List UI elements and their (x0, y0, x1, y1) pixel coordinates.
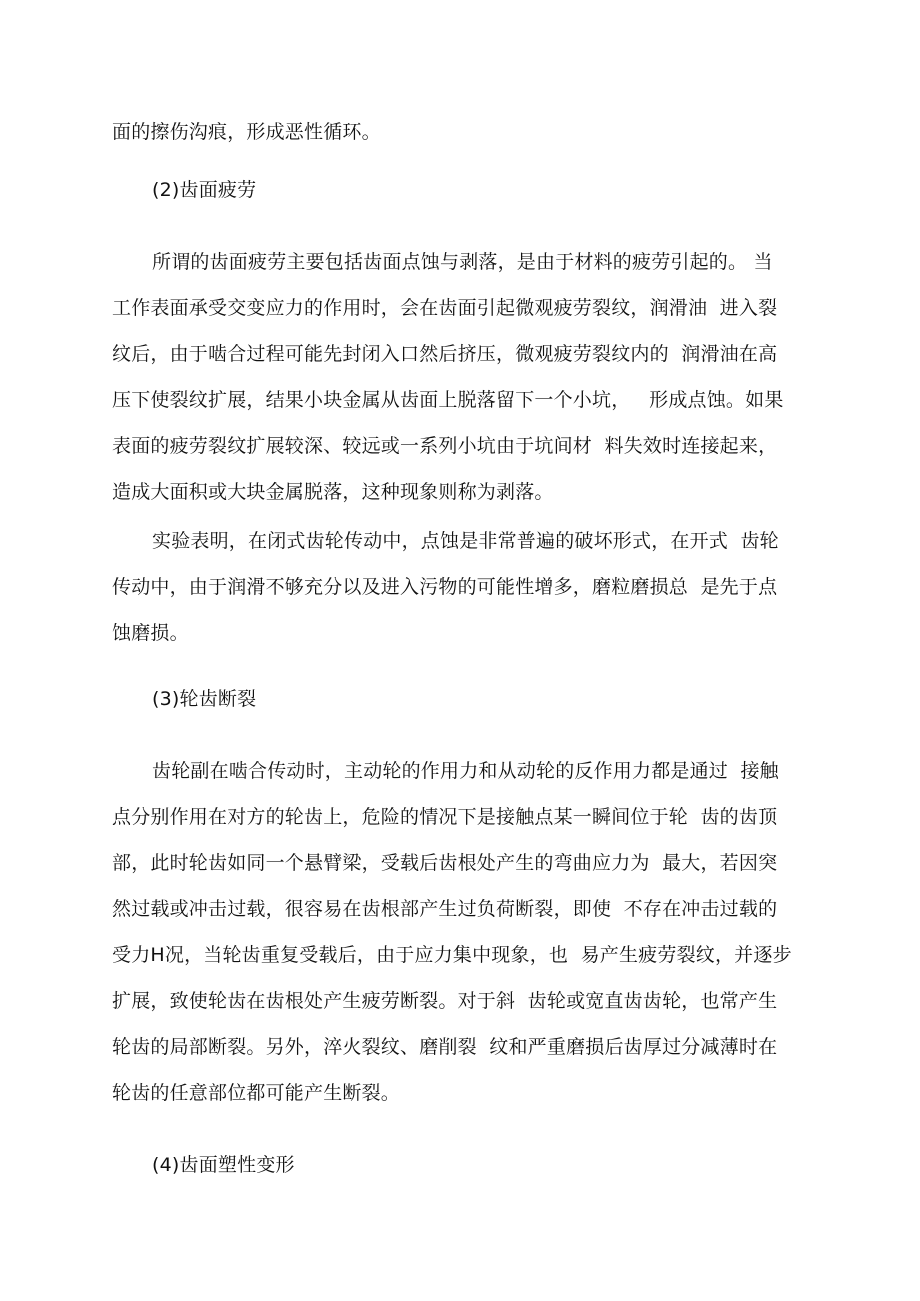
text-line: 造成大面积或大块金属脱落，这种现象则称为剥落。 (112, 481, 554, 503)
section-heading: (3)轮齿断裂 (152, 688, 257, 710)
text-line: 工作表面承受交变应力的作用时，会在齿面引起微观疲劳裂纹，润滑油 进入裂 (112, 297, 778, 319)
text-line: 实验表明，在闭式齿轮传动中，点蚀是非常普遍的破坏形式，在开式 齿轮 (152, 530, 779, 552)
text-line: 面的擦伤沟痕，形成恶性循环。 (112, 121, 381, 143)
text-line: 扩展，致使轮齿在齿根处产生疲劳断裂。对于斜 齿轮或宽直齿齿轮，也常产生 (112, 990, 778, 1012)
text-line: 轮齿的任意部位都可能产生断裂。 (112, 1082, 401, 1104)
text-line: 压下使裂纹扩展，结果小块金属从齿面上脱落留下一个小坑， 形成点蚀。如果 (112, 389, 784, 411)
text-line: 表面的疲劳裂纹扩展较深、较远或一系列小坑由于坑间材 料失效时连接起来， (112, 435, 778, 457)
text-line: 然过载或冲击过载，很容易在齿根部产生过负荷断裂，即使 不存在冲击过载的 (112, 898, 778, 920)
text-line: 纹后，由于啮合过程可能先封闭入口然后挤压，微观疲劳裂纹内的 润滑油在高 (112, 343, 778, 365)
text-line: 传动中，由于润滑不够充分以及进入污物的可能性增多，磨粒磨损总 是先于点 (112, 576, 778, 598)
text-line: 所谓的齿面疲劳主要包括齿面点蚀与剥落，是由于材料的疲劳引起的。 当 (152, 251, 773, 273)
text-line: 部，此时轮齿如同一个悬臂梁，受载后齿根处产生的弯曲应力为 最大，若因突 (112, 852, 778, 874)
section-heading: (2)齿面疲劳 (152, 179, 257, 201)
text-line: 点分别作用在对方的轮齿上，危险的情况下是接触点某一瞬间位于轮 齿的齿顶 (112, 806, 778, 828)
section-heading: (4)齿面塑性变形 (152, 1154, 295, 1176)
text-line: 受力H况，当轮齿重复受载后，由于应力集中现象，也 易产生疲劳裂纹，并逐步 (112, 944, 792, 966)
text-line: 轮齿的局部断裂。另外，淬火裂纹、磨削裂 纹和严重磨损后齿厚过分减薄时在 (112, 1036, 778, 1058)
text-line: 齿轮副在啮合传动时，主动轮的作用力和从动轮的反作用力都是通过 接触 (152, 760, 779, 782)
text-line: 蚀磨损。 (112, 622, 189, 644)
